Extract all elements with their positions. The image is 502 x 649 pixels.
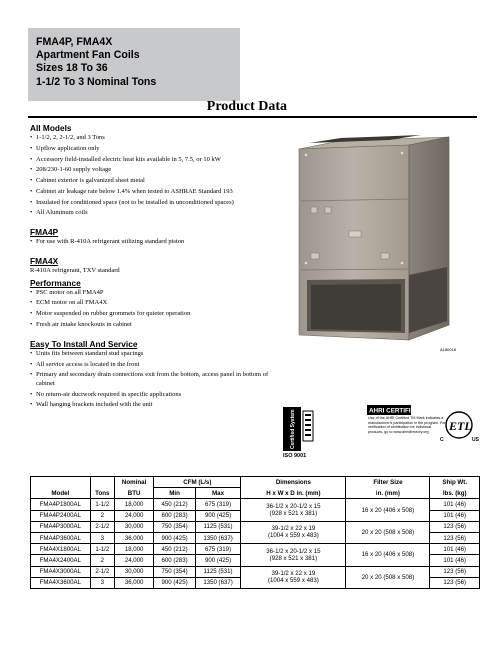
list-item: • Primary and secondary drain connections exit from the bottom, access panel in bottom of cabinet	[30, 371, 280, 388]
table-row	[31, 499, 480, 510]
cell-tons: 1-1/2	[90, 499, 114, 510]
list-item: • Fresh air intake knockouts in cabinet	[30, 321, 280, 330]
th-ship: Ship Wt.	[430, 477, 480, 488]
th-btu: BTU	[114, 488, 153, 499]
title-line-1: FMA4P, FMA4X	[36, 36, 113, 48]
ahri-disclaimer: Use of the AHRI Certified TM Mark indicates a manufacturer's participation in the program. For verification of certification for individual products, go to www.ahridirectory.org.	[368, 416, 446, 434]
cell-ship: 123 (56)	[430, 532, 480, 543]
cell-btu: 30,000	[114, 521, 153, 532]
cell-btu: 24,000	[114, 510, 153, 521]
cell-tons: 3	[90, 532, 114, 543]
list-item: • Cabinet air leakage rate below 1.4% when tested to ASHRAE Standard 193	[30, 188, 280, 197]
cell-cfm-min: 900 (425)	[154, 577, 195, 588]
list-item: • ECM motor on all FMA4X	[30, 299, 280, 308]
all-models-title: All Models	[30, 123, 72, 133]
cell-ship: 101 (46)	[430, 544, 480, 555]
cell-ship: 123 (56)	[430, 566, 480, 577]
cell-dims: 36-1/2 x 20-1/2 x 15 (928 x 521 x 381)	[241, 499, 346, 521]
spec-table	[30, 476, 480, 589]
title-line-2: Apartment Fan Coils	[36, 49, 140, 62]
cell-cfm-min: 750 (354)	[154, 521, 195, 532]
cell-btu: 18,000	[114, 499, 153, 510]
list-item: • 208/230-1-60 supply voltage	[30, 166, 280, 175]
install-list	[30, 350, 280, 410]
list-item: • No return-air ductwork required in specific applications	[30, 391, 280, 400]
certified-system-logo	[283, 407, 313, 459]
cell-btu: 36,000	[114, 577, 153, 588]
cell-filter: 20 x 20 (508 x 508)	[346, 521, 430, 543]
cell-ship: 101 (46)	[430, 510, 480, 521]
performance-title: Performance	[30, 277, 81, 288]
th-dims: Dimensions	[241, 477, 346, 488]
th-tons: Tons	[90, 488, 114, 499]
install-title: Easy To Install And Service	[30, 338, 138, 349]
th-filter: Filter Size	[346, 477, 430, 488]
th-dims-sub: H x W x D in. (mm)	[241, 488, 346, 499]
cell-cfm-max: 675 (319)	[195, 544, 241, 555]
cell-ship: 123 (56)	[430, 521, 480, 532]
list-item: • PSC motor on all FMA4P	[30, 289, 280, 298]
cell-model: FMA4X3600AL	[31, 577, 91, 588]
cell-cfm-max: 1125 (531)	[195, 566, 241, 577]
iso-text: ISO 9001	[283, 453, 307, 459]
etl-c: C	[440, 437, 444, 443]
cell-cfm-max: 900 (425)	[195, 510, 241, 521]
cell-btu: 18,000	[114, 544, 153, 555]
cell-cfm-max: 675 (319)	[195, 499, 241, 510]
cell-cfm-min: 600 (283)	[154, 510, 195, 521]
fma4p-title: FMA4P	[30, 227, 59, 238]
th-model: Model	[31, 488, 91, 499]
cell-btu: 36,000	[114, 532, 153, 543]
cell-model: FMA4X1800AL	[31, 544, 91, 555]
cell-tons: 2	[90, 555, 114, 566]
list-item: • Cabinet exterior is galvanized sheet metal	[30, 177, 280, 186]
ahri-text-mark: AHRI CERTIFIED	[369, 407, 420, 415]
cell-dims: 36-1/2 x 20-1/2 x 15 (928 x 521 x 381)	[241, 544, 346, 566]
figure-reference: A180018	[440, 347, 457, 352]
list-item: • Upflow application only	[30, 145, 280, 154]
th-blank-2	[90, 477, 114, 488]
etl-mark: ETL	[449, 419, 472, 433]
list-item: • All service access is located in the front	[30, 361, 280, 370]
th-max: Max	[195, 488, 241, 499]
performance-list	[30, 289, 280, 330]
th-blank-1	[31, 477, 91, 488]
cell-cfm-min: 450 (212)	[154, 544, 195, 555]
title-line-3: Sizes 18 To 36	[36, 62, 108, 75]
list-item: • 1-1/2, 2, 2-1/2, and 3 Tons	[30, 134, 280, 143]
cell-cfm-max: 1350 (637)	[195, 577, 241, 588]
all-models-list	[30, 134, 280, 218]
cell-ship: 101 (46)	[430, 499, 480, 510]
table-row	[31, 544, 480, 555]
cell-tons: 2	[90, 510, 114, 521]
features-column	[30, 123, 280, 412]
cell-tons: 1-1/2	[90, 544, 114, 555]
cell-cfm-max: 1125 (531)	[195, 521, 241, 532]
list-item: • Motor suspended on rubber grommets for quieter operation	[30, 310, 280, 319]
th-min: Min	[154, 488, 195, 499]
cell-model: FMA4P3600AL	[31, 532, 91, 543]
cell-tons: 2-1/2	[90, 521, 114, 532]
list-item: • Accessory field-installed electric heat kits available in 5, 7.5, or 10 kW	[30, 156, 280, 165]
cell-model: FMA4P1800AL	[31, 499, 91, 510]
cell-filter: 16 x 20 (406 x 508)	[346, 499, 430, 521]
cell-cfm-min: 750 (354)	[154, 566, 195, 577]
list-item: • Units fits between standard stud spacings	[30, 350, 280, 359]
th-cfm: CFM (L/s)	[154, 477, 241, 488]
certified-system-text: Certified System	[290, 409, 296, 449]
cell-cfm-min: 600 (283)	[154, 555, 195, 566]
list-item: • All Aluminum coils	[30, 209, 280, 218]
list-item: • For use with R-410A refrigerant utilizing standard piston	[30, 238, 280, 247]
cell-cfm-min: 900 (425)	[154, 532, 195, 543]
cell-filter: 20 x 20 (508 x 508)	[346, 566, 430, 588]
table-row	[31, 566, 480, 577]
list-item: • Wall hanging brackets included with the unit	[30, 401, 280, 410]
title-band	[28, 28, 240, 101]
cell-btu: 30,000	[114, 566, 153, 577]
cell-filter: 16 x 20 (406 x 508)	[346, 544, 430, 566]
cell-ship: 101 (46)	[430, 555, 480, 566]
fma4p-list	[30, 238, 280, 247]
cell-model: FMA4P2400AL	[31, 510, 91, 521]
product-data-heading: Product Data	[206, 99, 287, 114]
table-row	[31, 521, 480, 532]
cell-tons: 3	[90, 577, 114, 588]
th-ship-sub: lbs. (kg)	[430, 488, 480, 499]
th-filter-sub: in. (mm)	[346, 488, 430, 499]
cell-model: FMA4P3000AL	[31, 521, 91, 532]
cell-btu: 24,000	[114, 555, 153, 566]
cell-cfm-max: 900 (425)	[195, 555, 241, 566]
cell-tons: 2-1/2	[90, 566, 114, 577]
cell-model: FMA4X2400AL	[31, 555, 91, 566]
header-rule	[28, 116, 477, 118]
cell-dims: 39-1/2 x 22 x 19 (1004 x 559 x 483)	[241, 521, 346, 543]
cell-dims: 39-1/2 x 22 x 19 (1004 x 559 x 483)	[241, 566, 346, 588]
cell-cfm-min: 450 (212)	[154, 499, 195, 510]
th-nominal: Nominal	[114, 477, 153, 488]
fan-coil-unit-image	[289, 135, 459, 342]
fma4x-text: R-410A refrigerant, TXV standard	[30, 267, 120, 275]
title-line-4: 1-1/2 To 3 Nominal Tons	[36, 75, 157, 88]
cell-model: FMA4X3000AL	[31, 566, 91, 577]
list-item: • Insulated for conditioned space (not to be installed in unconditioned spaces)	[30, 199, 280, 208]
cell-ship: 123 (56)	[430, 577, 480, 588]
fma4x-title: FMA4X	[30, 256, 59, 267]
etl-us: US	[472, 437, 479, 443]
cell-cfm-max: 1350 (637)	[195, 532, 241, 543]
ahri-logo	[367, 405, 420, 415]
